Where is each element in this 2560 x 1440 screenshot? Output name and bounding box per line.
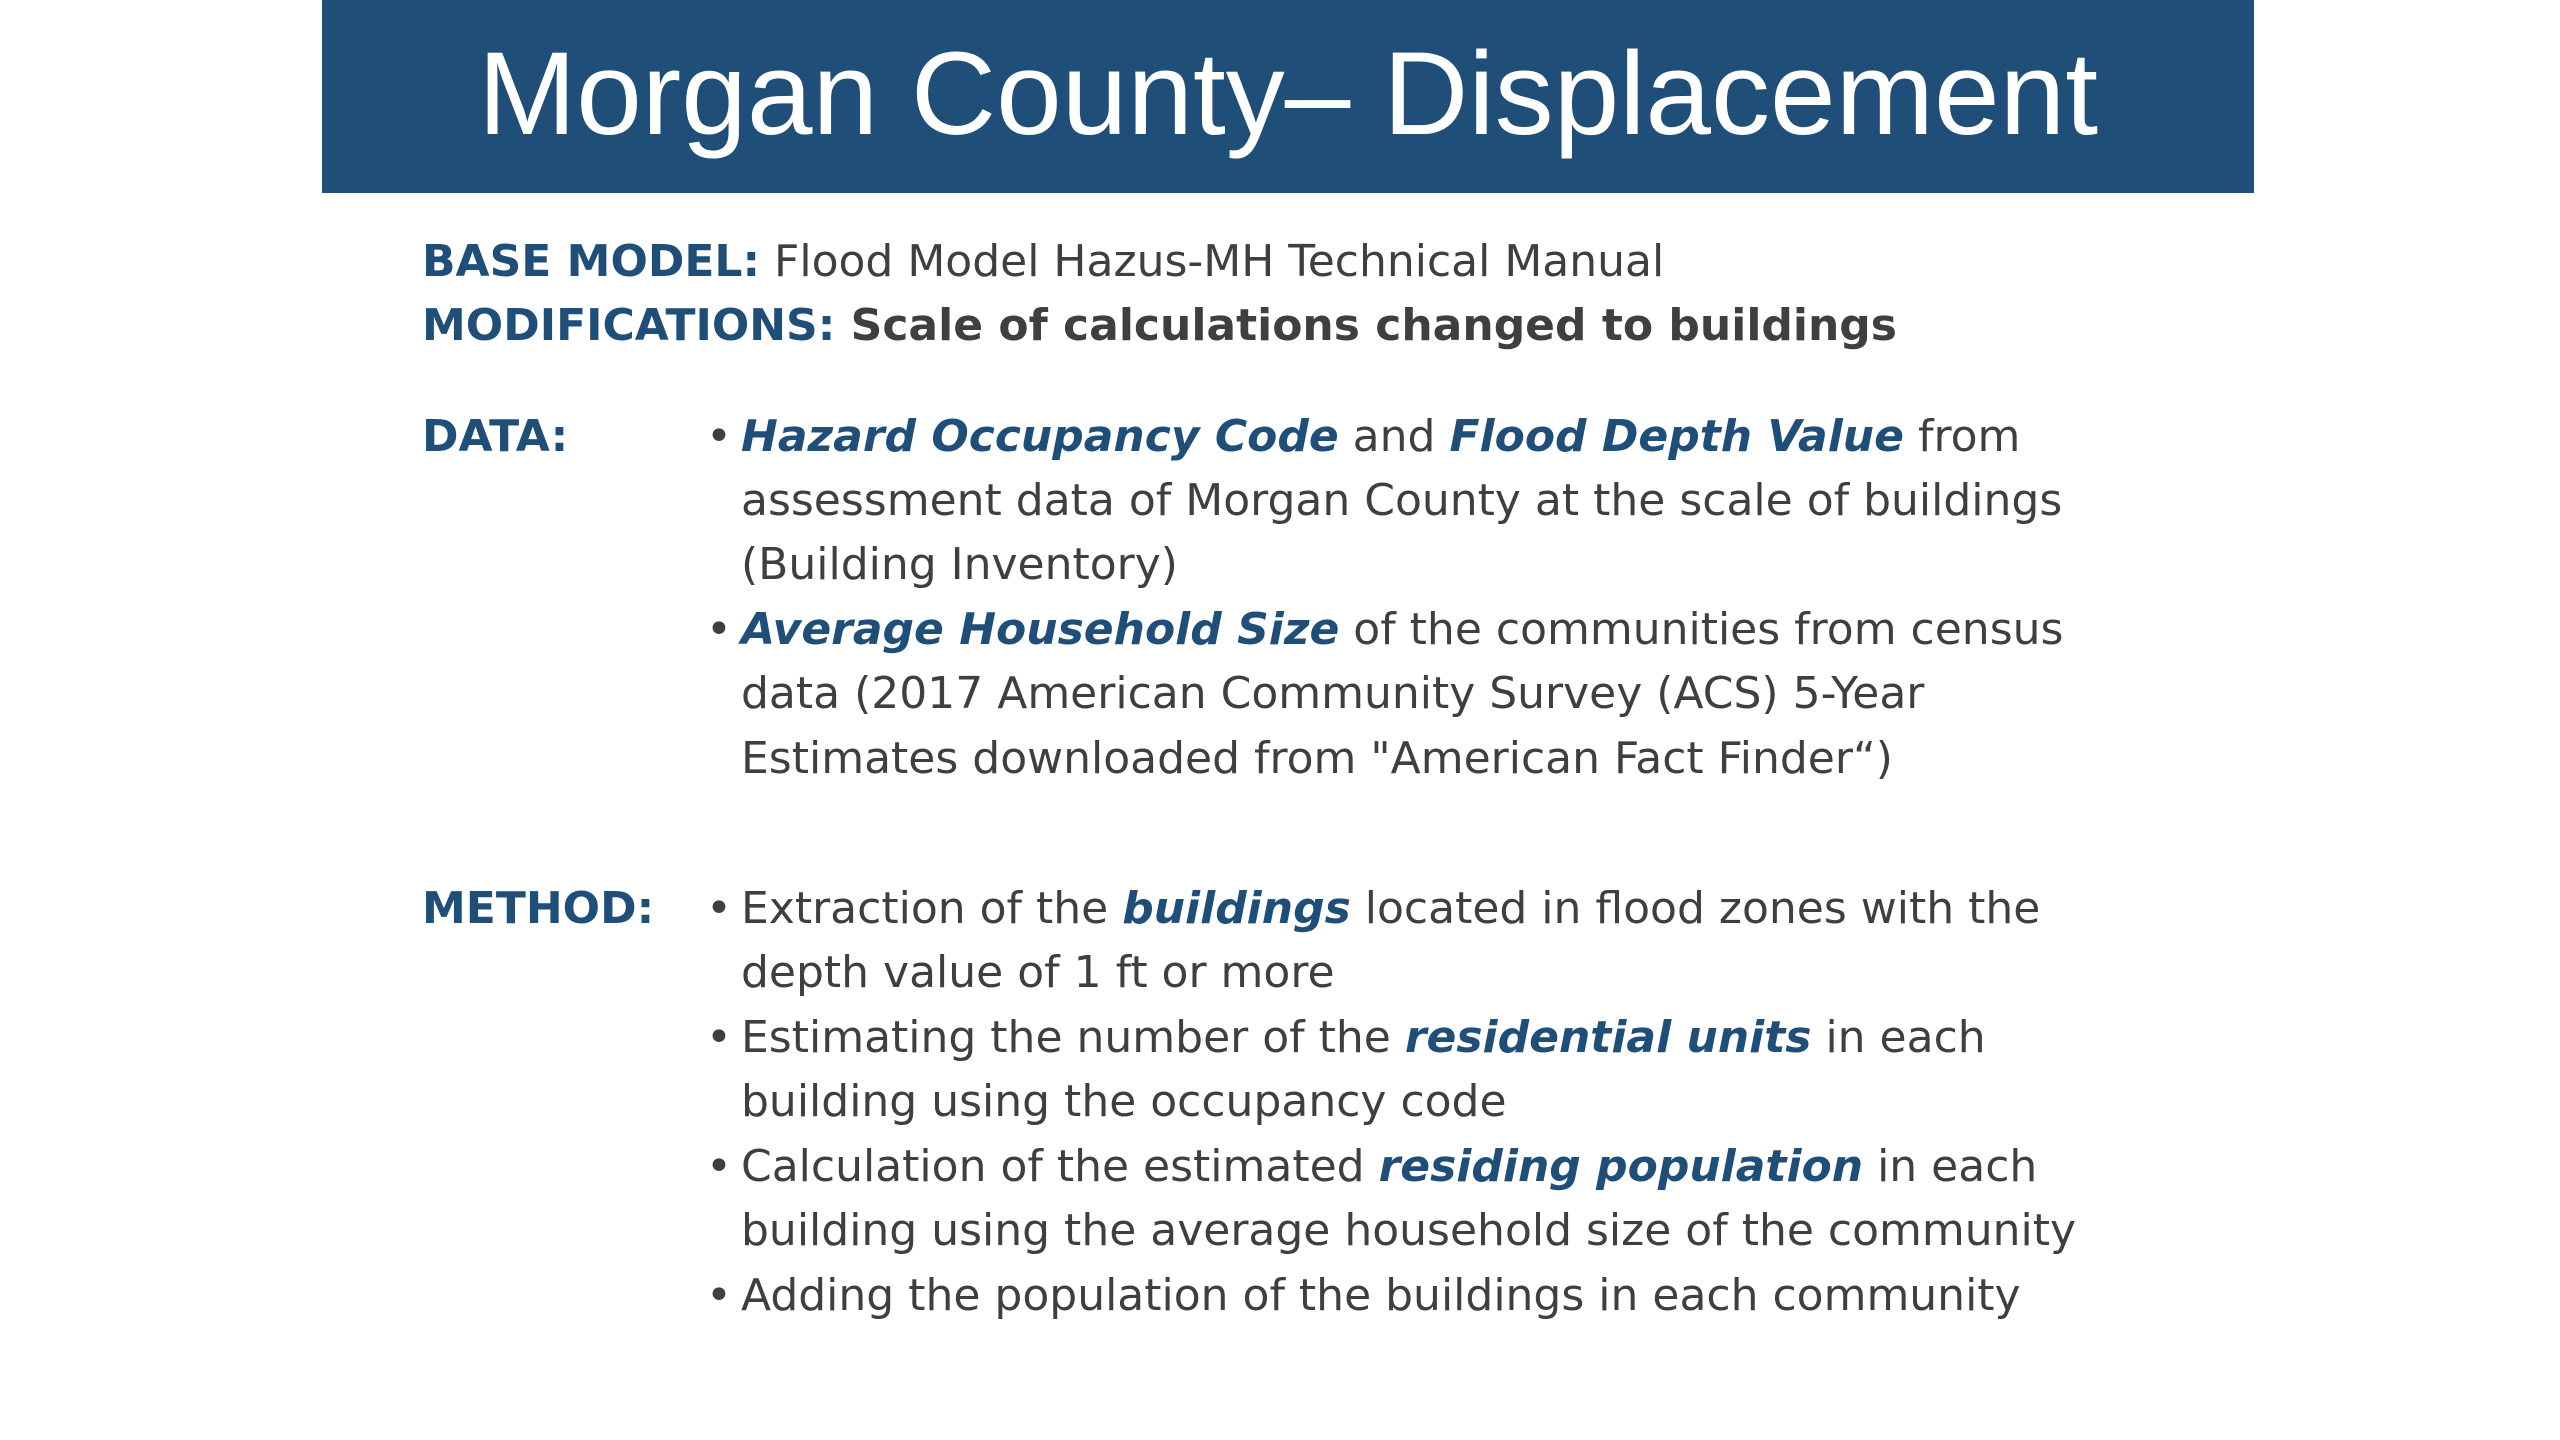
bullet-dot: • xyxy=(706,883,732,934)
base-model-value: Flood Model Hazus-MH Technical Manual xyxy=(760,236,1665,287)
method-text: Estimating the number of the xyxy=(741,1012,1405,1063)
method-text: located in flood zones with the xyxy=(1350,883,2041,934)
data-bullet-1-line-1 xyxy=(741,411,2021,462)
method-text: Calculation of the estimated xyxy=(741,1141,1379,1192)
average-household-size-term: Average Household Size xyxy=(741,604,1340,655)
method-bullet-2-line-2: building using the occupancy code xyxy=(741,1076,1507,1127)
base-model-line xyxy=(422,236,1665,287)
data-bullet-2-line-1 xyxy=(741,604,2064,655)
bullet-dot: • xyxy=(706,1270,732,1321)
method-section-label: METHOD: xyxy=(422,883,655,934)
bullet-dot: • xyxy=(706,1141,732,1192)
data-bullet-1-line-2: assessment data of Morgan County at the scale of buildings xyxy=(741,475,2063,526)
modifications-line xyxy=(422,300,1897,351)
method-text: in each xyxy=(1863,1141,2038,1192)
method-bullet-3-line-1 xyxy=(741,1141,2038,1192)
method-text: Extraction of the xyxy=(741,883,1123,934)
method-text: in each xyxy=(1811,1012,1986,1063)
bullet-dot: • xyxy=(706,1012,732,1063)
hazard-occupancy-code-term: Hazard Occupancy Code xyxy=(741,411,1339,462)
method-bullet-4-line-1: Adding the population of the buildings in each community xyxy=(741,1270,2021,1321)
residential-units-term: residential units xyxy=(1404,1012,1812,1063)
method-bullet-1-line-1 xyxy=(741,883,2041,934)
data-bullet-2-line-3: Estimates downloaded from "American Fact Finder“) xyxy=(741,733,1893,784)
base-model-label: BASE MODEL: xyxy=(422,236,761,287)
residing-population-term: residing population xyxy=(1378,1141,1864,1192)
modifications-value: Scale of calculations changed to buildings xyxy=(835,300,1897,351)
modifications-label: MODIFICATIONS: xyxy=(422,300,836,351)
connector-text: from xyxy=(1903,411,2021,462)
buildings-term: buildings xyxy=(1122,883,1351,934)
data-bullet-1-line-3: (Building Inventory) xyxy=(741,539,1178,590)
bullet-dot: • xyxy=(706,604,732,655)
slide-title: Morgan County– Displacement xyxy=(477,27,2099,160)
flood-depth-value-term: Flood Depth Value xyxy=(1449,411,1904,462)
connector-text: of the communities from census xyxy=(1339,604,2064,655)
bullet-dot: • xyxy=(706,411,732,462)
data-section-label: DATA: xyxy=(422,411,569,462)
method-bullet-1-line-2: depth value of 1 ft or more xyxy=(741,947,1335,998)
method-bullet-2-line-1 xyxy=(741,1012,1986,1063)
data-bullet-2-line-2: data (2017 American Community Survey (ACS) 5-Year xyxy=(741,668,1925,719)
method-bullet-3-line-2: building using the average household size of the community xyxy=(741,1205,2077,1256)
connector-text: and xyxy=(1338,411,1450,462)
